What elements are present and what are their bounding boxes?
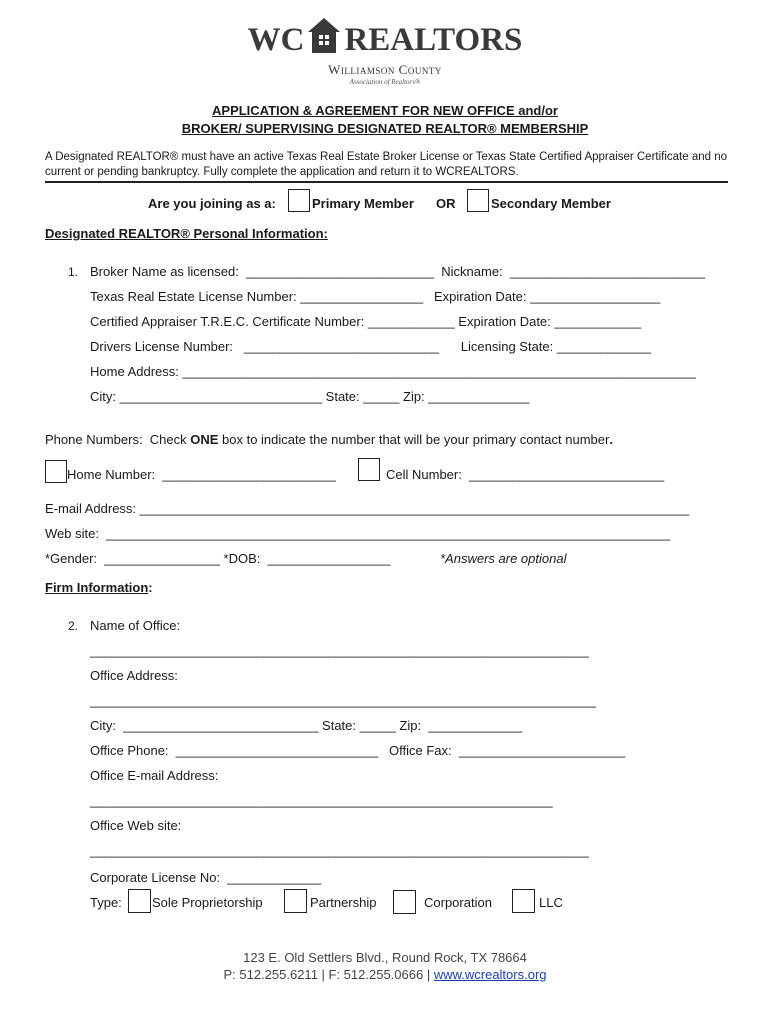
logo-text-right: REALTORS — [344, 22, 523, 58]
office-phone-fax-field[interactable]: Office Phone: ____________________________ Office Fax: _______________________ — [90, 743, 626, 758]
sole-proprietorship-label: Sole Proprietorship — [152, 895, 263, 910]
footer-contact: P: 512.255.6211 | F: 512.255.0666 | www.wcrealtors.org — [223, 967, 547, 982]
type-label: Type: — [90, 895, 122, 910]
divider — [45, 181, 728, 183]
office-email-label: Office E-mail Address: — [90, 768, 219, 783]
appraiser-certificate-field[interactable]: Certified Appraiser T.R.E.C. Certificate Number: ____________ Expiration Date: ____________ — [90, 314, 642, 329]
intro-text: A Designated REALTOR® must have an active Texas Real Estate Broker License or Texas State Certified Appraiser Certificate and no current or pending bankruptcy. Fully complete the application and return it to WCREALTORS. — [45, 151, 727, 178]
firm-info-heading: Firm Information: — [45, 580, 153, 595]
llc-checkbox[interactable] — [512, 889, 535, 913]
logo-tagline: Association of Realtors® — [349, 78, 421, 86]
phone-prompt: Phone Numbers: Check ONE box to indicate the number that will be your primary contact number. — [45, 432, 613, 447]
logo-subtitle: Williamson County — [328, 62, 442, 77]
secondary-member-checkbox[interactable] — [467, 189, 489, 212]
license-number-field[interactable]: Texas Real Estate License Number: _________________ Expiration Date: __________________ — [90, 289, 661, 304]
joining-label: Are you joining as a: — [148, 196, 276, 211]
office-address-field[interactable]: ______________________________________________________________________ — [90, 693, 597, 708]
house-icon — [307, 16, 341, 64]
cell-number-field[interactable]: Cell Number: ___________________________ — [386, 467, 665, 482]
corporation-label: Corporation — [424, 895, 492, 910]
or-label: OR — [436, 196, 456, 211]
logo-text-left: WC — [247, 22, 305, 58]
corporation-checkbox[interactable] — [393, 890, 416, 914]
home-number-checkbox[interactable] — [45, 460, 67, 483]
broker-name-field[interactable]: Broker Name as licensed: __________________________ Nickname: ___________________________ — [90, 264, 706, 279]
office-name-field[interactable]: _____________________________________________________________________ — [90, 643, 589, 658]
item-number-2: 2. — [68, 619, 79, 633]
title-line-2: BROKER/ SUPERVISING DESIGNATED REALTOR® MEMBERSHIP — [181, 121, 589, 136]
llc-label: LLC — [539, 895, 563, 910]
corporate-license-field[interactable]: Corporate License No: _____________ — [90, 870, 322, 885]
gender-dob-field[interactable]: *Gender: ________________ *DOB: _________________ — [45, 551, 391, 566]
title-line-1: APPLICATION & AGREEMENT FOR NEW OFFICE and/or — [212, 103, 558, 118]
drivers-license-field[interactable]: Drivers License Number: ___________________________ Licensing State: _____________ — [90, 339, 651, 354]
office-city-state-zip-field[interactable]: City: ___________________________ State: _____ Zip: _____________ — [90, 718, 523, 733]
website-link[interactable]: www.wcrealtors.org — [433, 967, 547, 982]
sole-proprietorship-checkbox[interactable] — [128, 889, 151, 913]
personal-info-heading: Designated REALTOR® Personal Information: — [45, 226, 328, 241]
office-name-label: Name of Office: — [90, 618, 181, 633]
primary-member-label: Primary Member — [312, 196, 414, 211]
wcrealtors-logo — [0, 16, 770, 86]
secondary-member-label: Secondary Member — [491, 196, 611, 211]
website-field[interactable]: Web site: ______________________________________________________________________________ — [45, 526, 671, 541]
office-address-label: Office Address: — [90, 668, 178, 683]
partnership-label: Partnership — [310, 895, 377, 910]
home-number-field[interactable]: Home Number: ________________________ — [67, 467, 336, 482]
primary-member-checkbox[interactable] — [288, 189, 310, 212]
email-field[interactable]: E-mail Address: ____________________________________________________________________________ — [45, 501, 690, 516]
office-website-label: Office Web site: — [90, 818, 182, 833]
cell-number-checkbox[interactable] — [358, 458, 380, 481]
office-email-field[interactable]: ________________________________________________________________ — [90, 793, 553, 808]
partnership-checkbox[interactable] — [284, 889, 307, 913]
city-state-zip-field[interactable]: City: ____________________________ State: _____ Zip: ______________ — [90, 389, 530, 404]
footer-address: 123 E. Old Settlers Blvd., Round Rock, TX 78664 — [243, 950, 527, 965]
home-address-field[interactable]: Home Address: _______________________________________________________________________ — [90, 364, 696, 379]
optional-note: *Answers are optional — [440, 551, 567, 566]
item-number-1: 1. — [68, 265, 79, 279]
office-website-field[interactable]: _____________________________________________________________________ — [90, 843, 589, 858]
